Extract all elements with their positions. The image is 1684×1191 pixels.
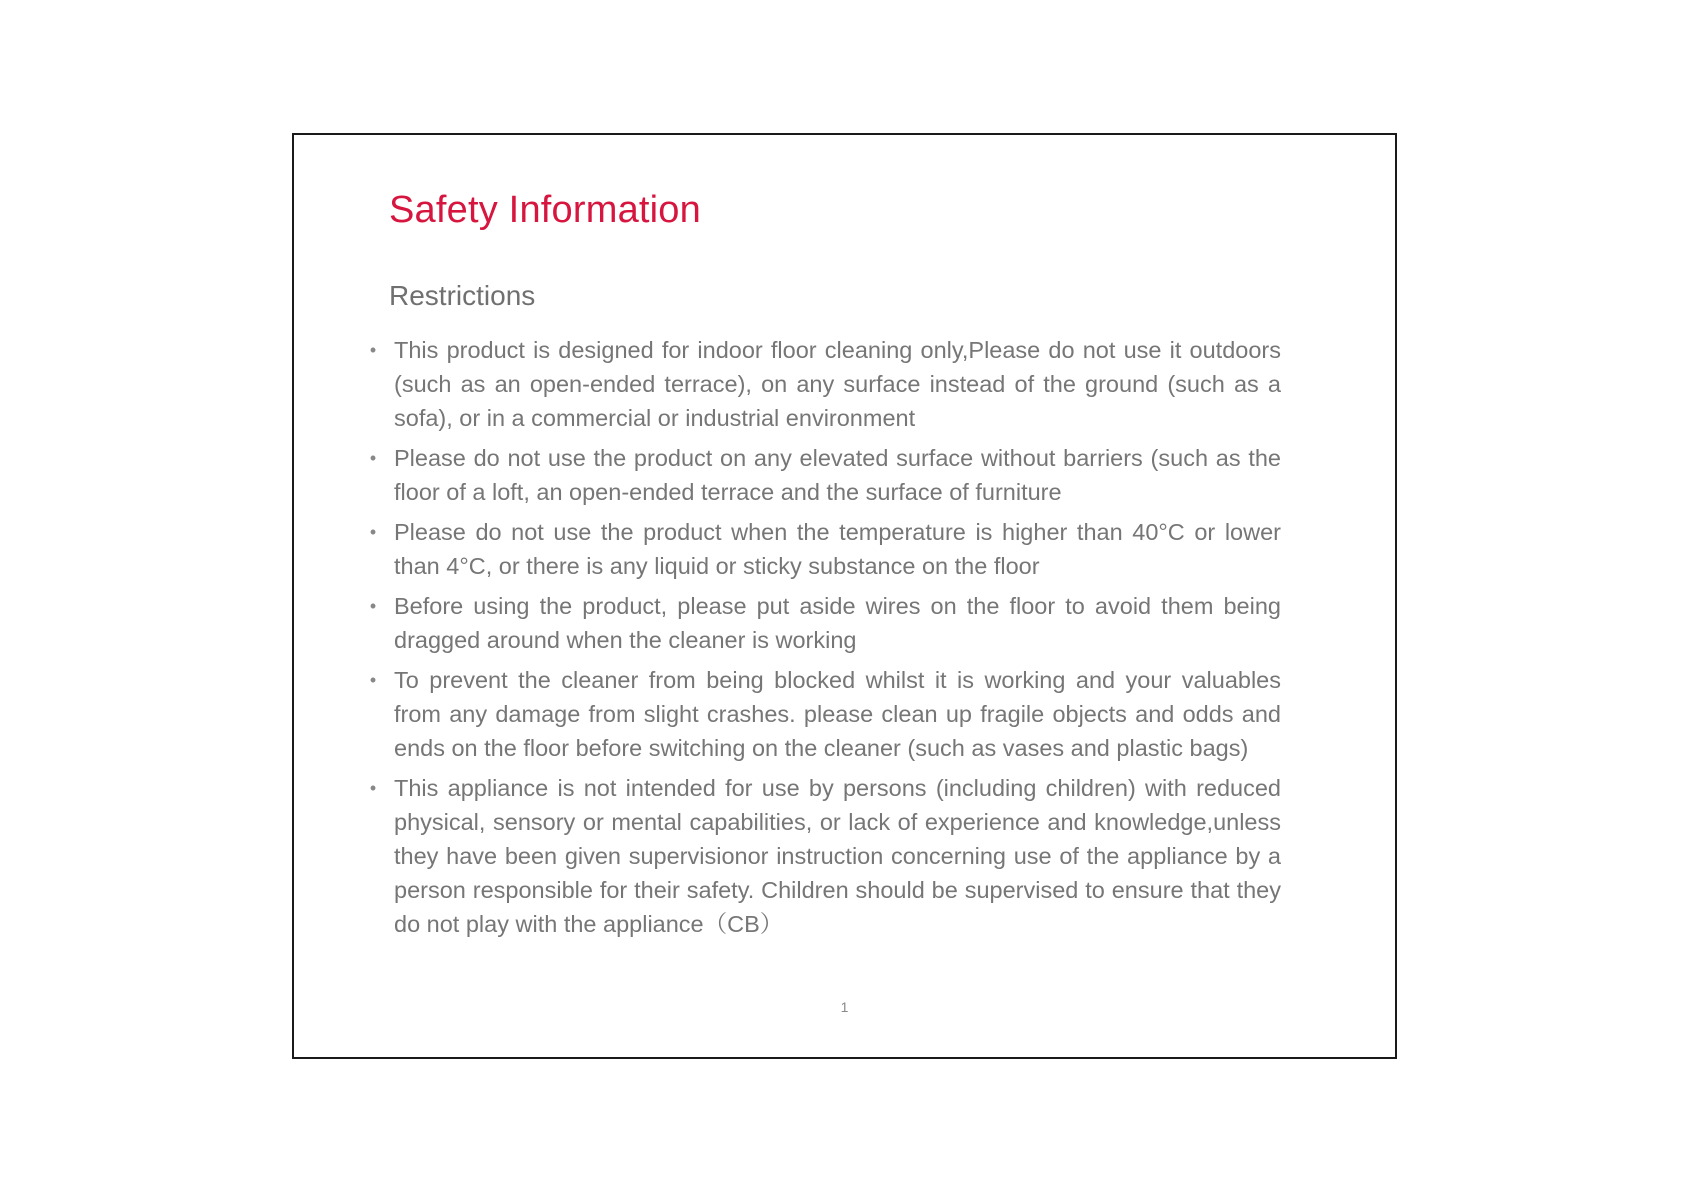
page-frame <box>292 133 1397 1059</box>
bullet-icon: • <box>369 522 377 542</box>
list-item <box>366 515 1281 583</box>
bullet-icon: • <box>369 670 377 690</box>
list-item-text: Please do not use the product when the temperature is higher than 40°C or lower than 4°C, or there is any liquid or sticky substance on the floor <box>394 519 1281 579</box>
list-item-text: Please do not use the product on any elevated surface without barriers (such as the floor of a loft, an open-ended terrace and the surface of furniture <box>394 445 1281 505</box>
list-item-text: This appliance is not intended for use by persons (including children) with reduced physical, sensory or mental capabilities, or lack of experience and knowledge,unless they have been given supervisionor instruction concerning use of the appliance by a person responsible for their safety. Children should be supervised to ensure that they do not play with the appliance（CB） <box>394 775 1281 937</box>
page-number: 1 <box>840 999 849 1015</box>
list-item <box>366 333 1281 435</box>
list-item <box>366 441 1281 509</box>
list-item-text: To prevent the cleaner from being blocked whilst it is working and your valuables from any damage from slight crashes. please clean up fragile objects and odds and ends on the floor before switching on the cleaner (such as vases and plastic bags) <box>394 667 1281 761</box>
list-item-text: Before using the product, please put aside wires on the floor to avoid them being dragged around when the cleaner is working <box>394 593 1281 653</box>
section-heading: Restrictions <box>389 280 536 311</box>
restrictions-list <box>366 333 1281 947</box>
bullet-icon: • <box>369 778 377 798</box>
bullet-icon: • <box>369 596 377 616</box>
list-item <box>366 589 1281 657</box>
list-item <box>366 663 1281 765</box>
bullet-icon: • <box>369 448 377 468</box>
page-title: Safety Information <box>389 189 701 231</box>
list-item <box>366 771 1281 941</box>
bullet-icon: • <box>369 340 377 360</box>
list-item-text: This product is designed for indoor floor cleaning only,Please do not use it outdoors (such as an open-ended terrace), on any surface instead of the ground (such as a sofa), or in a commercial or industrial environment <box>394 337 1281 431</box>
